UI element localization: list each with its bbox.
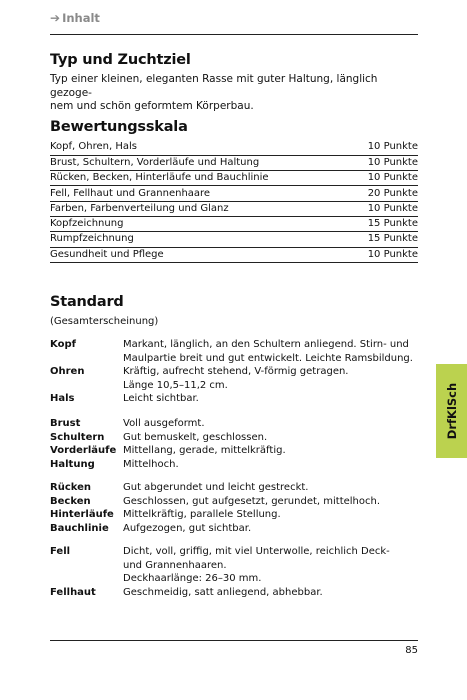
intro-text [50, 73, 420, 114]
criterion-points: 10 Punkte [349, 155, 418, 170]
criterion-label: Kopf, Ohren, Hals [50, 140, 349, 155]
description-line: Dicht, voll, griffig, mit viel Unterwolle, reichlich Deck- [123, 546, 390, 557]
standard-entry [50, 338, 430, 365]
standard-entry [50, 495, 430, 509]
standard-entry [50, 417, 430, 431]
standard-entry [50, 365, 430, 392]
standard-term: Ohren [50, 366, 85, 377]
standard-term: Fell [50, 546, 71, 557]
standard-term: Brust [50, 418, 81, 429]
standard-term: Vorderläufe [50, 445, 117, 456]
standard-group-head [50, 338, 430, 406]
standard-description: Geschlossen, gut aufgesetzt, gerundet, mittelhoch. [123, 495, 381, 507]
standard-group-coat [50, 545, 430, 599]
standard-term: Fellhaut [50, 586, 96, 598]
description-line: Kräftig, aufrecht stehend, V-förmig getragen. [123, 366, 349, 377]
standard-entry [50, 545, 430, 586]
standard-term: Becken [50, 495, 91, 507]
table-row [50, 216, 418, 231]
arrow-right-icon: ➔ [50, 11, 61, 25]
standard-entry [50, 508, 430, 522]
criterion-points: 15 Punkte [349, 216, 418, 231]
standard-term: Schultern [50, 431, 105, 443]
standard-term: Hinterläufe [50, 509, 114, 520]
chapter-side-tab[interactable] [436, 364, 467, 458]
standard-term: Haltung [50, 458, 95, 470]
standard-entry [50, 431, 430, 445]
contents-link[interactable] [50, 10, 418, 26]
section-subtitle: (Gesamterscheinung) [50, 316, 159, 327]
standard-description: Mittelhoch. [123, 458, 179, 470]
table-row [50, 247, 418, 262]
criterion-label: Brust, Schultern, Vorderläufe und Haltung [50, 155, 349, 170]
side-tab-label: DrfKlSch [444, 382, 459, 440]
section-title-typ: Typ und Zuchtziel [50, 52, 191, 68]
section-title-bewertung: Bewertungsskala [50, 119, 188, 135]
criterion-label: Farben, Farbenverteilung und Glanz [50, 201, 349, 216]
page-header [50, 10, 418, 35]
table-row [50, 171, 418, 186]
standard-entry [50, 481, 430, 495]
table-row [50, 155, 418, 170]
criterion-points: 10 Punkte [349, 171, 418, 186]
criterion-label: Rücken, Becken, Hinterläufe und Bauchlinie [50, 171, 349, 186]
standard-term: Hals [50, 393, 75, 404]
criterion-label: Rumpfzeichnung [50, 232, 349, 247]
standard-description: Geschmeidig, satt anliegend, abhebbar. [123, 586, 323, 598]
description-line: Markant, länglich, an den Schultern anliegend. Stirn- und [123, 339, 409, 350]
standard-description [123, 338, 430, 365]
standard-description: Gut abgerundet und leicht gestreckt. [123, 482, 309, 493]
standard-term: Bauchlinie [50, 522, 109, 534]
standard-description [123, 392, 430, 406]
standard-description: Aufgezogen, gut sichtbar. [123, 522, 252, 534]
standard-entry [50, 458, 430, 472]
footer-divider [50, 640, 418, 641]
criterion-label: Fell, Fellhaut und Grannenhaare [50, 186, 349, 201]
standard-description: Mittellang, gerade, mittelkräftig. [123, 445, 286, 456]
standard-description: Gut bemuskelt, geschlossen. [123, 431, 268, 443]
table-row [50, 201, 418, 216]
standard-term: Kopf [50, 339, 76, 350]
contents-link-label: Inhalt [62, 11, 100, 25]
criterion-points: 20 Punkte [349, 186, 418, 201]
criterion-points: 10 Punkte [349, 140, 418, 155]
standard-group-rear [50, 481, 430, 535]
standard-description: Mittelkräftig, parallele Stellung. [123, 509, 281, 520]
criterion-label: Gesundheit und Pflege [50, 247, 349, 262]
table-row [50, 186, 418, 201]
criterion-points: 10 Punkte [349, 201, 418, 216]
intro-line: Typ einer kleinen, eleganten Rasse mit guter Haltung, länglich gezoge- [50, 73, 378, 99]
standard-description: Voll ausgeformt. [123, 418, 205, 429]
rating-scale-table [50, 140, 418, 263]
description-line: Leicht sichtbar. [123, 393, 199, 404]
page-number: 85 [405, 645, 418, 656]
standard-term: Rücken [50, 482, 92, 493]
criterion-points: 10 Punkte [349, 247, 418, 262]
intro-line: nem und schön geformtem Körperbau. [50, 100, 254, 112]
standard-entry [50, 586, 430, 600]
standard-group-front [50, 417, 430, 471]
standard-description [123, 365, 430, 392]
description-line: Maulpartie breit und gut entwickelt. Leichte Ramsbildung. [123, 352, 413, 364]
description-line: Länge 10,5–11,2 cm. [123, 379, 228, 391]
standard-entry [50, 392, 430, 406]
table-row [50, 232, 418, 247]
standard-entry [50, 444, 430, 458]
description-line: und Grannenhaaren. [123, 559, 227, 571]
criterion-points: 15 Punkte [349, 232, 418, 247]
criterion-label: Kopfzeichnung [50, 216, 349, 231]
standard-entry [50, 522, 430, 536]
section-title-standard: Standard [50, 294, 124, 310]
table-row [50, 140, 418, 155]
standard-description [123, 545, 430, 586]
description-line: Deckhaarlänge: 26–30 mm. [123, 573, 262, 584]
